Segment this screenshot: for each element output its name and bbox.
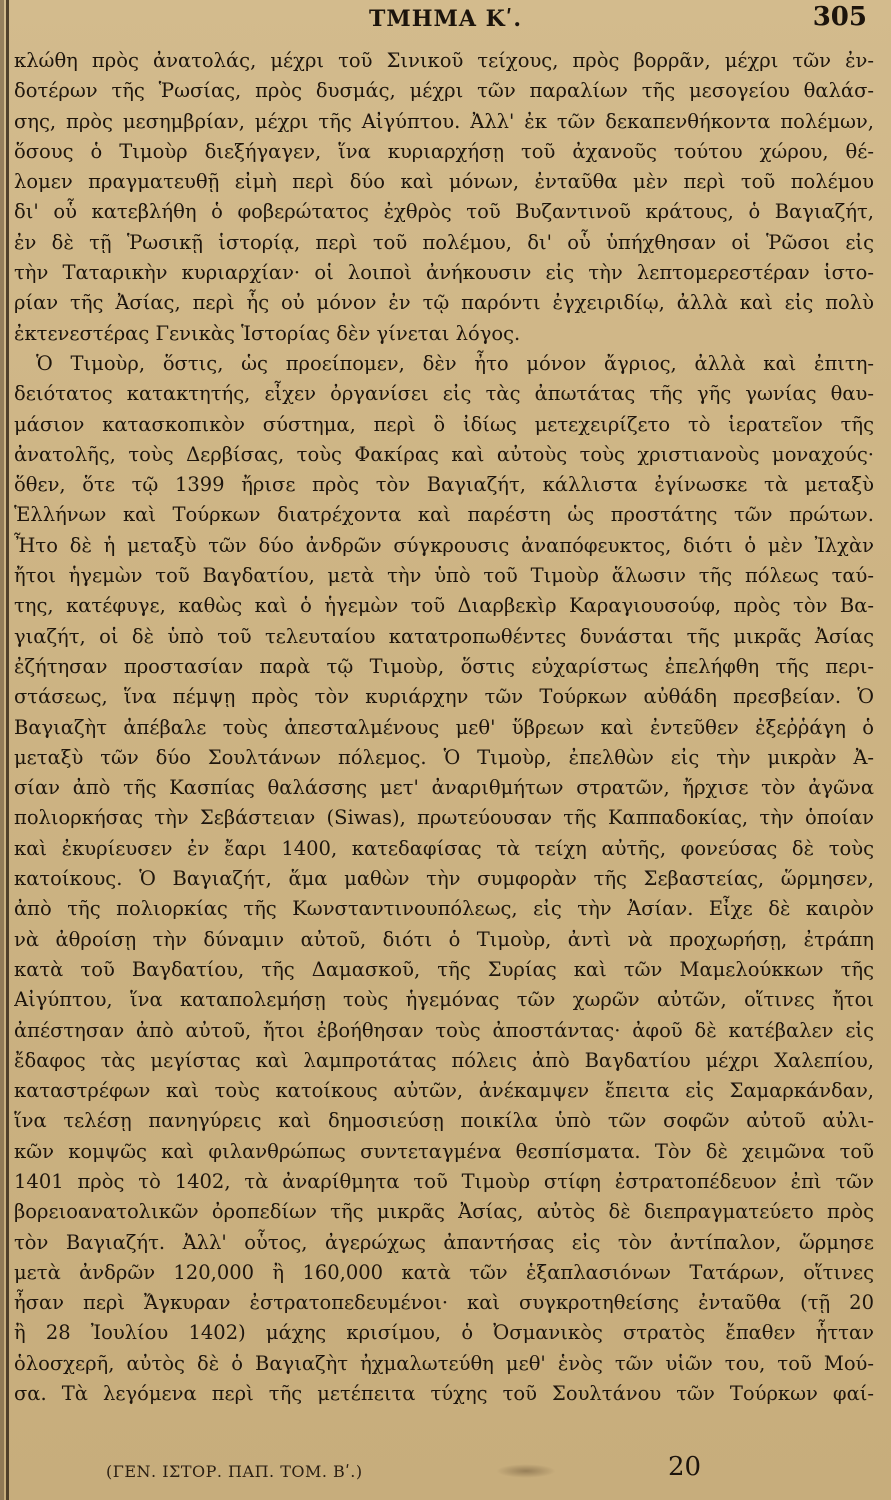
text-line: Ἦτο δὲ ἡ μεταξὺ τῶν δύο ἀνδρῶν σύγκρουσις ἀναπόφευκτος, διότι ὁ μὲν Ἰλχὰν [14, 533, 874, 557]
text-line: ἤτοι ἡγεμὼν τοῦ Βαγδατίου, μετὰ τὴν ὑπὸ τοῦ Τιμοὺρ ἅλωσιν τῆς πόλεως ταύ- [14, 564, 874, 588]
text-line: τὸν Βαγιαζήτ. Ἀλλ' οὗτος, ἀγερώχως ἀπαντήσας εἰς τὸν ἀντίπαλον, ὥρμησε [14, 1230, 874, 1254]
text-line: ἦσαν περὶ Ἄγκυραν ἐστρατοπεδευμένοι· καὶ συγκροτηθείσης ἐνταῦθα (τῇ 20 [14, 1291, 874, 1315]
text-line: κατὰ τοῦ Βαγδατίου, τῆς Δαμασκοῦ, τῆς Συρίας καὶ τῶν Μαμελούκκων τῆς [14, 957, 874, 981]
text-line: ἔδαφος τὰς μεγίστας καὶ λαμπροτάτας πόλεις ἀπὸ Βαγδατίου μέχρι Χαλεπίου, [14, 1048, 874, 1072]
text-line: βορειοανατολικῶν ὀροπεδίων τῆς μικρᾶς Ἀσίας, αὐτὸς δὲ διεπραγματεύετο πρὸς [14, 1200, 874, 1224]
body-text [14, 46, 874, 1409]
page-header [0, 2, 891, 38]
text-line: νὰ ἀθροίσῃ τὴν δύναμιν αὐτοῦ, διότι ὁ Τιμοὺρ, ἀντὶ νὰ προχωρήσῃ, ἐτράπη [14, 927, 874, 951]
page-margin-rule [6, 0, 9, 1500]
text-line: λομεν πραγματευθῇ εἰμὴ περὶ δύο καὶ μόνων, ἐνταῦθα μὲν περὶ τοῦ πολέμου [14, 170, 874, 194]
text-line: Ἑλλήνων καὶ Τούρκων διατρέχοντα καὶ παρέστη ὡς προστάτης τῶν πρώτων. [14, 503, 874, 527]
text-line: τὴν Ταταρικὴν κυριαρχίαν· οἱ λοιποὶ ἀνήκουσιν εἰς τὴν λεπτομερεστέραν ἱστο- [14, 261, 874, 285]
text-line: καὶ ἐκυρίευσεν ἐν ἔαρι 1400, κατεδαφίσας τὰ τείχη αὐτῆς, φονεύσας δὲ τοὺς [14, 836, 874, 860]
text-line: κατοίκους. Ὁ Βαγιαζήτ, ἅμα μαθὼν τὴν συμφορὰν τῆς Σεβαστείας, ὥρμησεν, [14, 867, 874, 891]
text-line: μάσιον κατασκοπικὸν σύστημα, περὶ ὃ ἰδίως μετεχειρίζετο τὸ ἱερατεῖον τῆς [14, 412, 874, 436]
text-line: ὅθεν, ὅτε τῷ 1399 ἤρισε πρὸς τὸν Βαγιαζήτ, κάλλιστα ἐγίνωσκε τὰ μεταξὺ [14, 473, 874, 497]
section-title: ΤΜΗΜΑ Κʹ. [368, 6, 522, 32]
text-line: πολιορκήσας τὴν Σεβάστειαν (Siwas), πρωτεύουσαν τῆς Καππαδοκίας, τὴν ὁποίαν [14, 806, 874, 830]
text-line: ἀπὸ τῆς πολιορκίας τῆς Κωνσταντινουπόλεως, εἰς τὴν Ἀσίαν. Εἶχε δὲ καιρὸν [14, 897, 874, 921]
text-line: ἀνατολῆς, τοὺς Δερβίσας, τοὺς Φακίρας καὶ αὐτοὺς τοὺς χριστιανοὺς μοναχούς· [14, 442, 874, 466]
text-line: μετὰ ἀνδρῶν 120,000 ἢ 160,000 κατὰ τῶν ἑξαπλασιόνων Τατάρων, οἵτινες [14, 1260, 874, 1284]
text-line: γιαζήτ, οἱ δὲ ὑπὸ τοῦ τελευταίου κατατροπωθέντες δυνάσται τῆς μικρᾶς Ἀσίας [14, 624, 874, 648]
text-line: Ὁ Τιμοὺρ, ὅστις, ὡς προείπομεν, δὲν ἦτο μόνον ἄγριος, ἀλλὰ καὶ ἐπιτη- [36, 351, 874, 375]
text-line: μεταξὺ τῶν δύο Σουλτάνων πόλεμος. Ὁ Τιμοὺρ, ἐπελθὼν εἰς τὴν μικρὰν Ἀ- [14, 745, 874, 769]
page-number: 305 [812, 2, 867, 32]
text-line: δοτέρων τῆς Ῥωσίας, πρὸς δυσμάς, μέχρι τῶν παραλίων τῆς μεσογείου θαλάσ- [14, 79, 874, 103]
text-line: ἀπέστησαν ἀπὸ αὐτοῦ, ἤτοι ἐβοήθησαν τοὺς ἀποστάντας· ἀφοῦ δὲ κατέβαλεν εἰς [14, 1018, 874, 1042]
page-footer [0, 1448, 891, 1488]
text-line: ὁλοσχερῆ, αὐτὸς δὲ ὁ Βαγιαζὴτ ἠχμαλωτεύθη μεθ' ἑνὸς τῶν υἱῶν του, τοῦ Μού- [14, 1351, 874, 1375]
signature-number: 20 [668, 1452, 702, 1482]
text-line: σίαν ἀπὸ τῆς Κασπίας θαλάσσης μετ' ἀναριθμήτων στρατῶν, ἤρχισε τὸν ἀγῶνα [14, 776, 874, 800]
text-line: ὅσους ὁ Τιμοὺρ διεξήγαγεν, ἵνα κυριαρχήσῃ τοῦ ἀχανοῦς τούτου χώρου, θέ- [14, 139, 874, 163]
text-line: δι' οὗ κατεβλήθη ὁ φοβερώτατος ἐχθρὸς τοῦ Βυζαντινοῦ κράτους, ὁ Βαγιαζήτ, [14, 200, 874, 224]
text-line: ἢ 28 Ἰουλίου 1402) μάχης κρισίμου, ὁ Ὀσμανικὸς στρατὸς ἔπαθεν ἧτταν [14, 1321, 874, 1345]
text-line: Αἰγύπτου, ἵνα καταπολεμήσῃ τοὺς ἡγεμόνας τῶν χωρῶν αὐτῶν, οἵτινες ἤτοι [14, 988, 874, 1012]
text-line: της, κατέφυγε, καθὼς καὶ ὁ ἡγεμὼν τοῦ Διαρβεκὶρ Καραγιουσούφ, πρὸς τὸν Βα- [14, 594, 874, 618]
text-line: στάσεως, ἵνα πέμψῃ πρὸς τὸν κυριάρχην τῶν Τούρκων αὐθάδη πρεσβείαν. Ὁ [14, 685, 874, 709]
text-line: ρίαν τῆς Ἀσίας, περὶ ἧς οὐ μόνον ἐν τῷ παρόντι ἐγχειριδίῳ, ἀλλὰ καὶ εἰς πολὺ [14, 291, 874, 315]
text-line: Βαγιαζὴτ ἀπέβαλε τοὺς ἀπεσταλμένους μεθ' ὕβρεων καὶ ἐντεῦθεν ἐξεῤῥάγη ὁ [14, 715, 874, 739]
text-line: καταστρέφων καὶ τοὺς κατοίκους αὐτῶν, ἀνέκαμψεν ἔπειτα εἰς Σαμαρκάνδαν, [14, 1079, 874, 1103]
text-line: 1401 πρὸς τὸ 1402, τὰ ἀναρίθμητα τοῦ Τιμοὺρ στίφη ἐστρατοπέδευον ἐπὶ τῶν [14, 1169, 874, 1193]
ink-smudge [496, 1464, 556, 1478]
text-line: σης, πρὸς μεσημβρίαν, μέχρι τῆς Αἰγύπτου. Ἀλλ' ἐκ τῶν δεκαπενθήκοντα πολέμων, [14, 109, 874, 133]
text-line: ἐζήτησαν προστασίαν παρὰ τῷ Τιμοὺρ, ὅστις εὐχαρίστως ἐπελήφθη τῆς περι- [14, 654, 874, 678]
book-reference: (ΓΕΝ. ΙΣΤΟΡ. ΠΑΠ. ΤΟΜ. Βʹ.) [106, 1462, 363, 1481]
text-line: ἐκτενεστέρας Γενικὰς Ἱστορίας δὲν γίνεται λόγος. [14, 321, 521, 345]
text-line: κῶν κομψῶς καὶ φιλανθρώπως συντεταγμένα θεσπίσματα. Τὸν δὲ χειμῶνα τοῦ [14, 1139, 874, 1163]
text-line: σα. Τὰ λεγόμενα περὶ τῆς μετέπειτα τύχης τοῦ Σουλτάνου τῶν Τούρκων φαί- [14, 1382, 874, 1406]
text-line: δειότατος κατακτητής, εἶχεν ὀργανίσει εἰς τὰς ἀπωτάτας τῆς γῆς γωνίας θαυ- [14, 382, 874, 406]
text-line: ἵνα τελέσῃ πανηγύρεις καὶ δημοσιεύσῃ ποικίλα ὑπὸ τῶν σοφῶν αὐτοῦ αὐλι- [14, 1109, 874, 1133]
page-edge-shadow [0, 0, 4, 1500]
text-line: κλώθη πρὸς ἀνατολάς, μέχρι τοῦ Σινικοῦ τείχους, πρὸς βορρᾶν, μέχρι τῶν ἐν- [14, 49, 874, 72]
text-line: ἐν δὲ τῇ Ῥωσικῇ ἱστορίᾳ, περὶ τοῦ πολέμου, δι' οὗ ὑπήχθησαν οἱ Ῥῶσοι εἰς [14, 230, 874, 254]
